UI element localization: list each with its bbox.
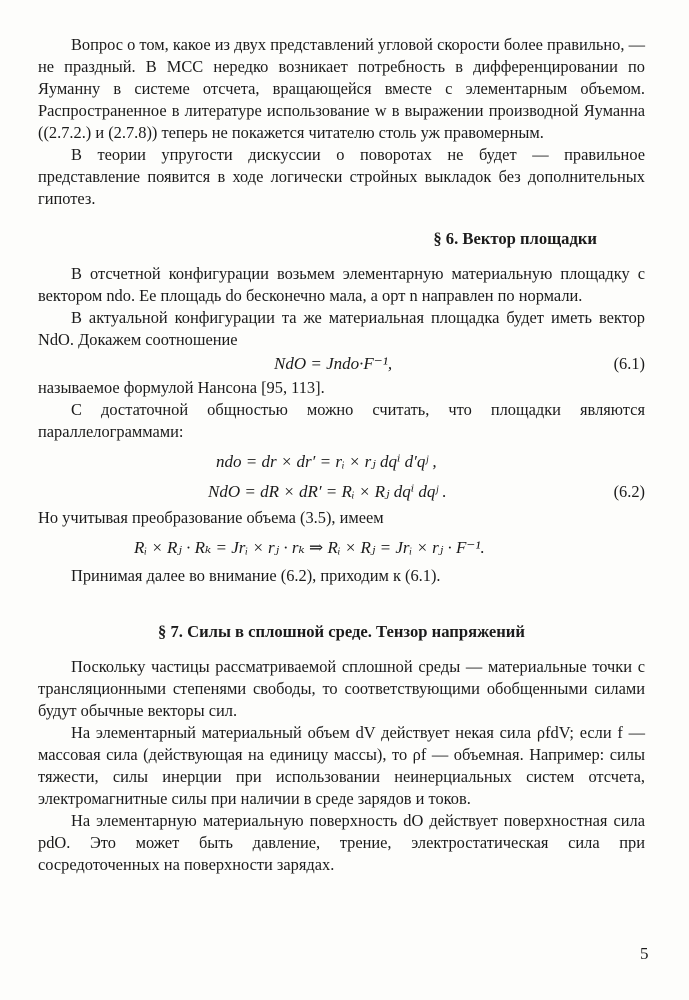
paragraph-volume-transform: Но учитывая преобразование объема (3.5), имеем [38,508,384,527]
equation-6-2b [38,479,645,505]
paragraph-angular-velocity: Вопрос о том, какое из двух представлений угловой скорости более правильно, — не праздный. В МСС нередко возникает потребность в дифференцировании по Яуманну в системе отсчета, вращающейся вместе с элементарным объемом. Распространенное в литературе использование w в выражении производной Яуманна ((2.7.2.) и (2.7.8)) теперь не покажется читателю столь уж правомерным. [38,35,645,142]
equation-6-2-number: (6.2) [613,482,645,501]
equation-volume [38,535,645,561]
paragraph-reference-config: В отсчетной конфигурации возьмем элементарную материальную площадку с вектором ndo. Ее площадь do бесконечно мала, а орт n направлен по нормали. [38,264,645,305]
paragraph-conclusion: Принимая далее во внимание (6.2), приходим к (6.1). [71,566,441,585]
paragraph-particles: Поскольку частицы рассматриваемой сплошной среды — материальные точки с трансляционными степенями свободы, то соответствующими обобщенными силами будут обычные векторы сил. [38,657,645,720]
equation-6-1-expr: NdO = Jndo·F⁻¹, [274,354,393,373]
equation-6-2a [38,449,645,475]
equation-6-1 [38,351,645,377]
equation-6-2a-expr: ndo = dr × dr′ = rᵢ × rⱼ dqⁱ d′qʲ , [216,452,437,471]
equation-6-1-number: (6.1) [613,354,645,373]
section-6-title: § 6. Вектор площадки [433,229,597,248]
paragraph-nanson: называемое формулой Нансона [95, 113]. [38,378,325,397]
equation-volume-expr: Rᵢ × Rⱼ · Rₖ = Jrᵢ × rⱼ · rₖ ⇒ Rᵢ × Rⱼ = Jrᵢ × rⱼ · F⁻¹. [134,538,485,557]
paragraph-volume-force: На элементарный материальный объем dV действует некая сила ρfdV; если f — массовая сила (действующая на единицу массы), то ρf — объемная. Например: силы тяжести, силы инерции при использовании неинерциальных систем отсчета, электромагнитные силы при наличии в среде зарядов и токов. [38,723,645,808]
paragraph-elasticity: В теории упругости дискуссии о поворотах не будет — правильное представление появится в ходе логически стройных выкладок без дополнительных гипотез. [38,145,645,208]
page-content [38,34,645,876]
equation-6-2b-expr: NdO = dR × dR′ = Rᵢ × Rⱼ dqⁱ dqʲ . [208,482,447,501]
page-number: 5 [640,944,649,963]
paragraph-actual-config: В актуальной конфигурации та же материальная площадка будет иметь вектор NdO. Докажем соотношение [38,308,645,349]
paragraph-surface-force: На элементарную материальную поверхность dO действует поверхностная сила pdO. Это может быть давление, трение, электростатическая сила при сосредоточенных на поверхности зарядах. [38,811,645,874]
paragraph-parallelograms: С достаточной общностью можно считать, что площадки являются параллелограммами: [38,400,645,441]
section-7-title: § 7. Силы в сплошной среде. Тензор напряжений [158,622,525,641]
